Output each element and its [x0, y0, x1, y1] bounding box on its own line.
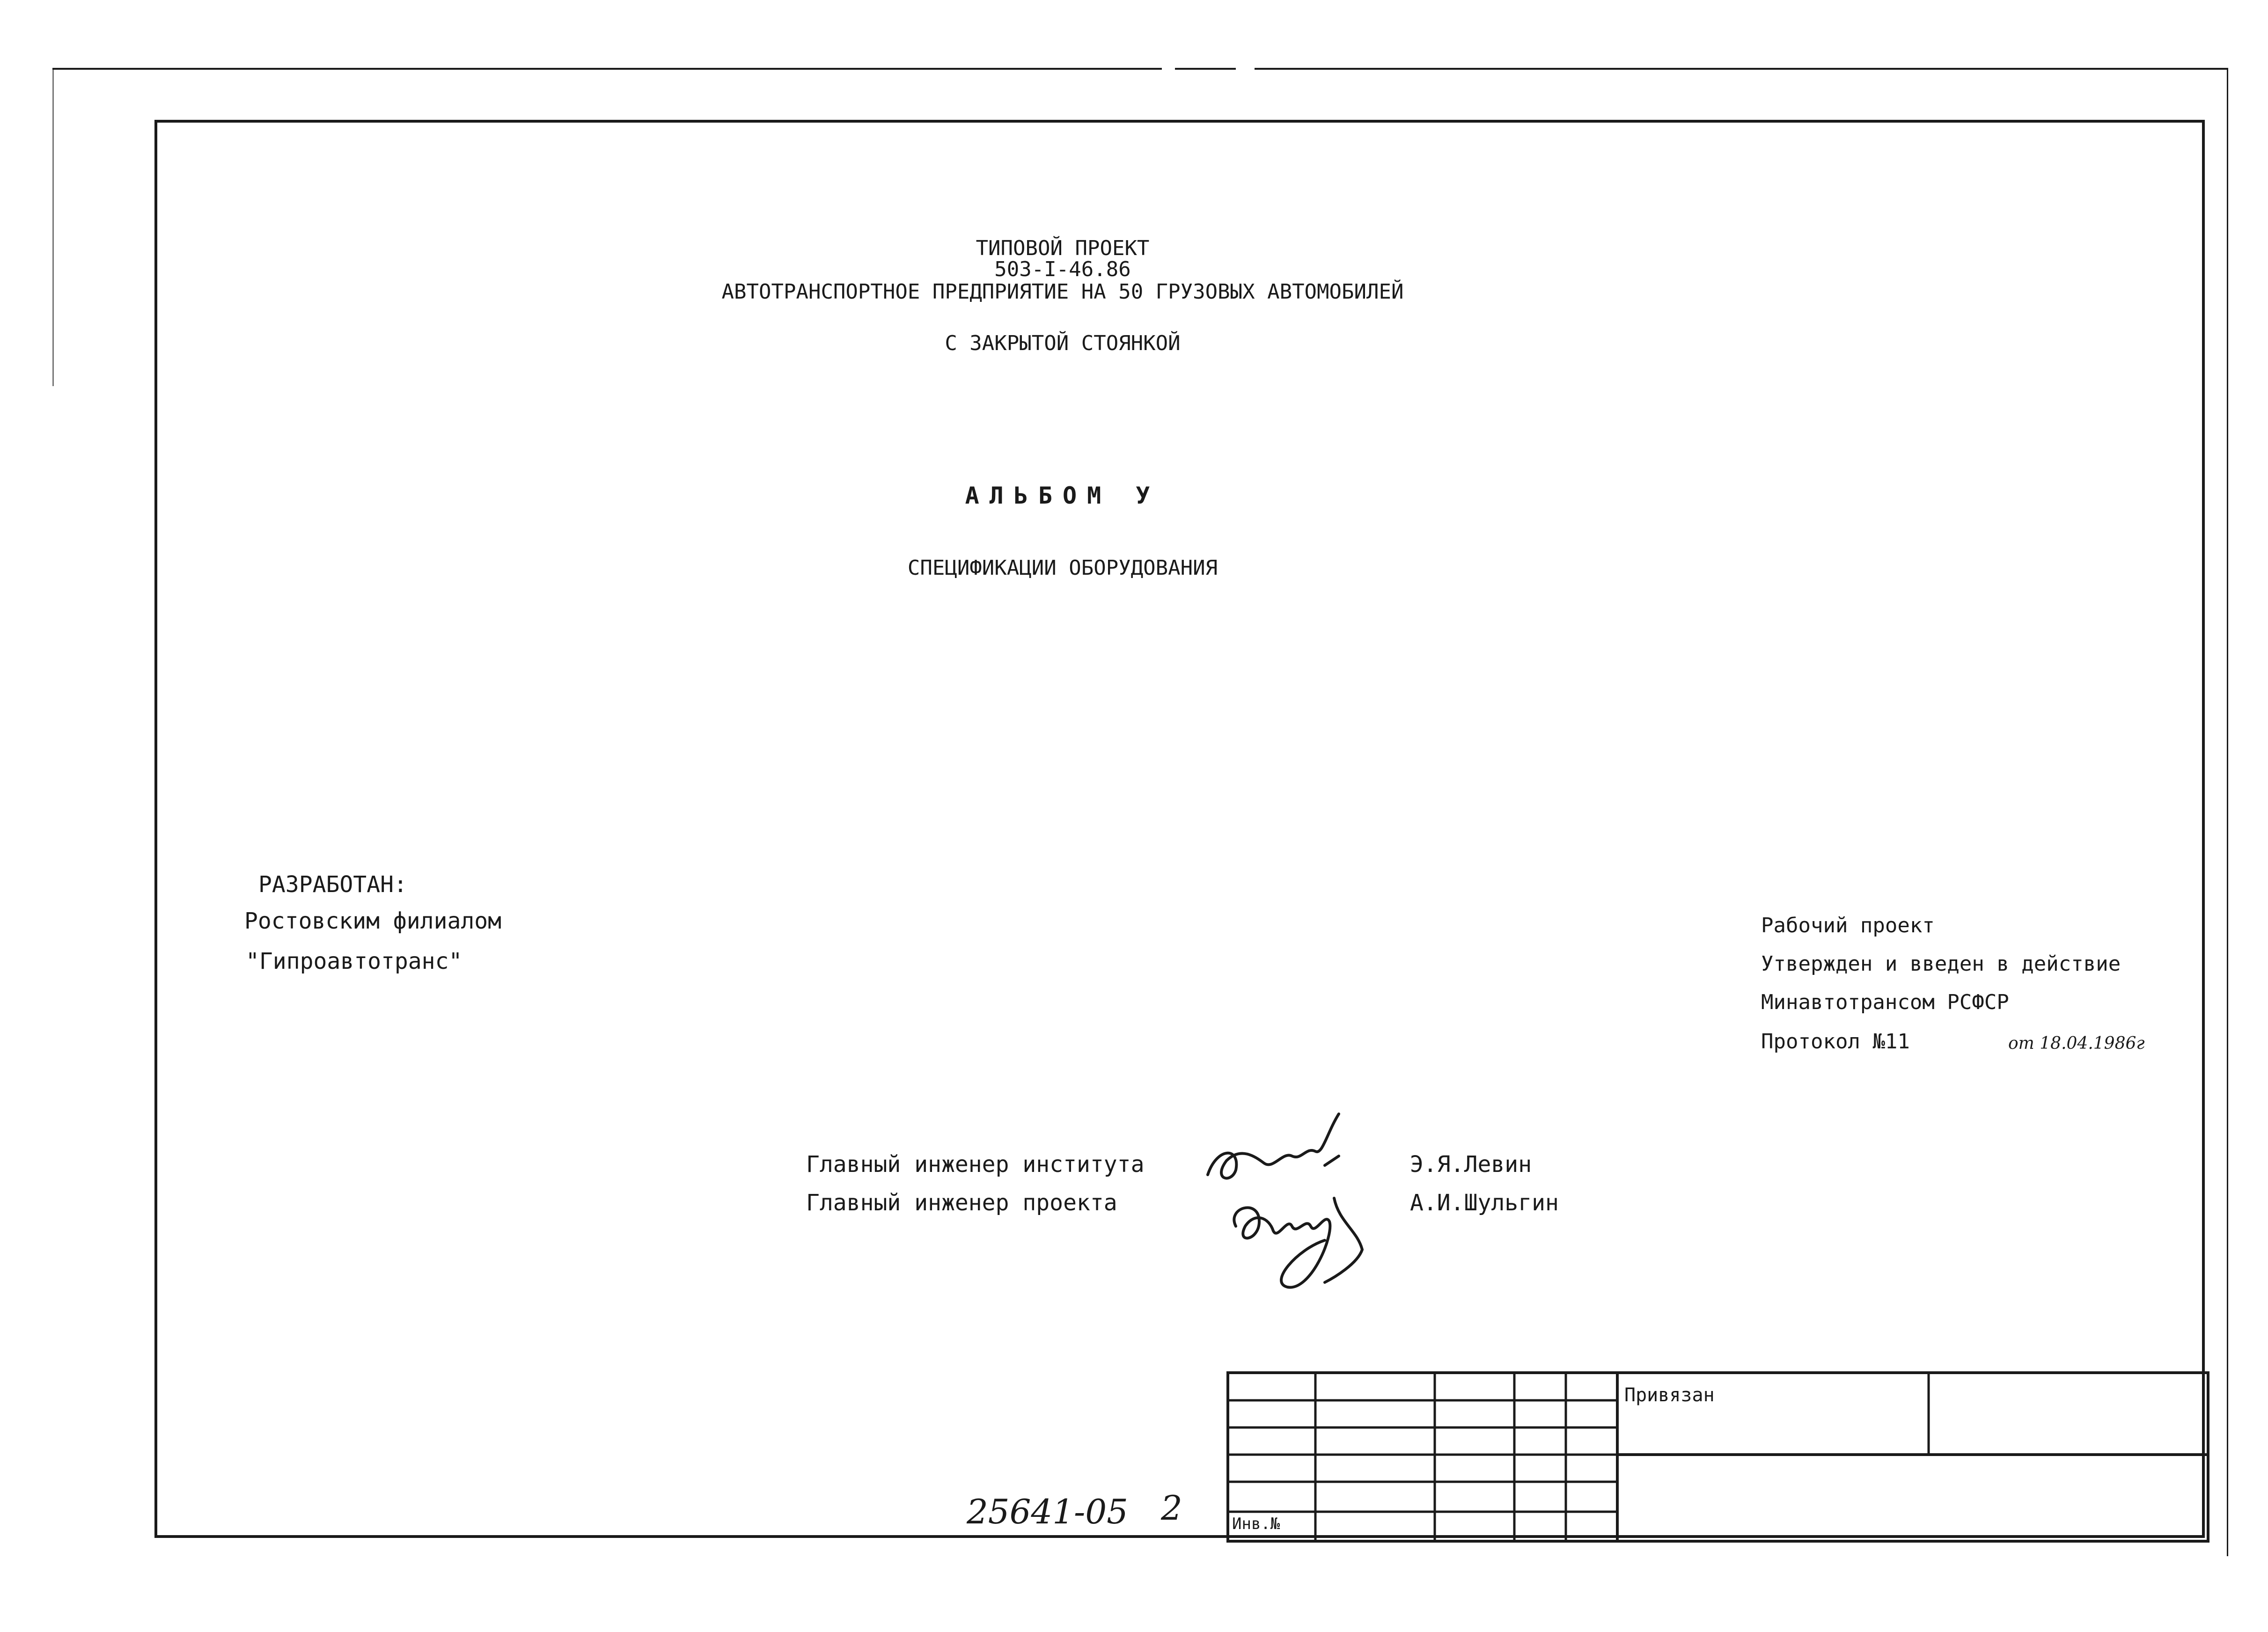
- developer-heading: РАЗРАБОТАН:: [258, 871, 407, 898]
- album-label: АЛЬБОМ У: [965, 482, 1160, 509]
- album-subtitle: СПЕЦИФИКАЦИИ ОБОРУДОВАНИЯ: [907, 556, 1218, 580]
- approval-protocol: Протокол №11: [1761, 1030, 1910, 1054]
- signature-name-1: Э.Я.Левин: [1410, 1151, 1532, 1178]
- project-name: АВТОТРАНСПОРТНОЕ ПРЕДПРИЯТИЕ НА 50 ГРУЗОВЫХ АВТОМОБИЛЕЙ: [721, 280, 1404, 304]
- trim-line-right: [2227, 68, 2228, 1556]
- signature-role-1: Главный инженер института: [806, 1151, 1145, 1178]
- approval-line1: Рабочий проект: [1761, 914, 1935, 937]
- trim-line-top-3: [1255, 68, 2228, 70]
- signature-name-2: А.И.Шульгин: [1410, 1190, 1559, 1216]
- stamp-inventory-label: Инв.№: [1232, 1515, 1280, 1533]
- approval-line2: Утвержден и введен в действие: [1761, 952, 2121, 976]
- handwritten-signature-2: [1217, 1170, 1376, 1301]
- project-name-cont: С ЗАКРЫТОЙ СТОЯНКОЙ: [945, 331, 1181, 355]
- approval-date: от 18.04.1986г: [2008, 1034, 2145, 1053]
- trim-line-top-1: [52, 68, 1162, 70]
- project-number: 503-I-46.86: [994, 257, 1131, 281]
- trim-line-top-2: [1175, 68, 1236, 70]
- project-type-title: ТИПОВОЙ ПРОЕКТ: [976, 236, 1150, 260]
- approval-line3: Минавтотрансом РСФСР: [1761, 990, 2009, 1014]
- signature-role-2: Главный инженер проекта: [806, 1190, 1117, 1216]
- trim-line-left: [52, 68, 54, 386]
- stamp-bound-label: Привязан: [1624, 1384, 1715, 1406]
- sheet-number: 2: [1161, 1488, 1182, 1528]
- developer-line2: "Гипроавтотранс": [246, 948, 462, 974]
- document-number: 25641-05: [967, 1492, 1128, 1531]
- developer-line1: Ростовским филиалом: [244, 908, 502, 934]
- stamp-table: [1226, 1371, 2209, 1544]
